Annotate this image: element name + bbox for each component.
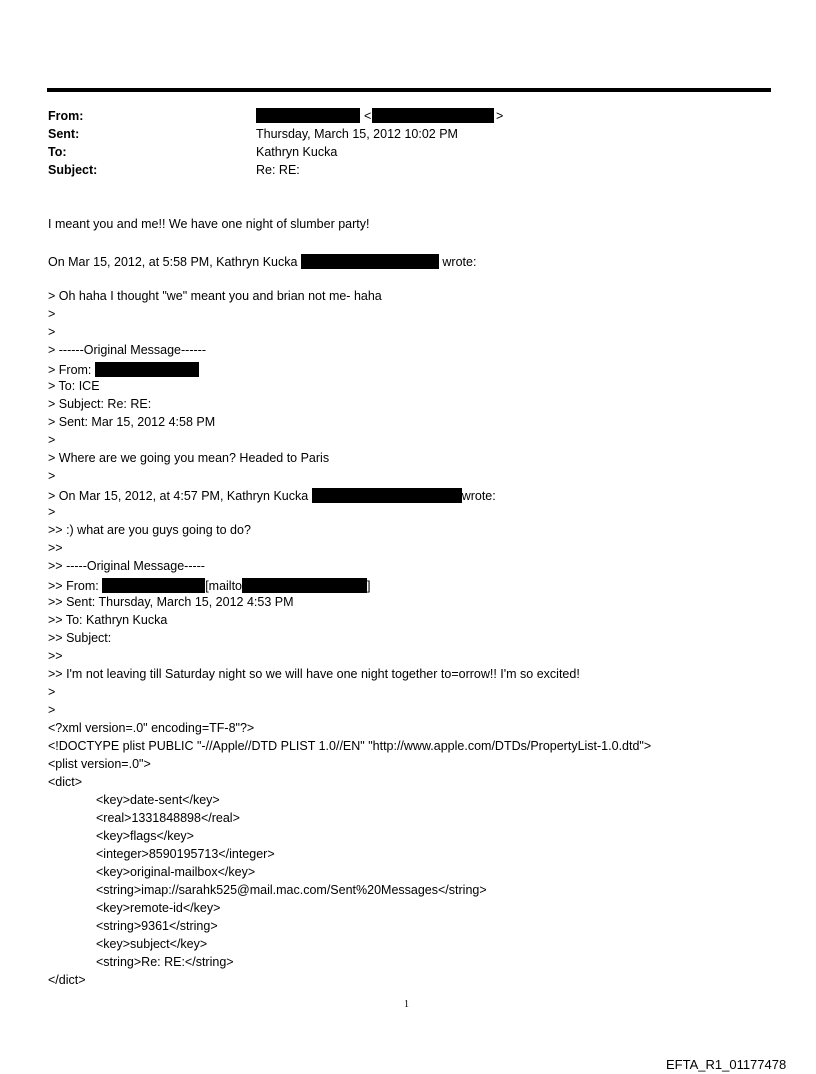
quoted-line: > Where are we going you mean? Headed to Paris [48, 451, 330, 465]
quoted-line: >> Subject: [48, 631, 112, 645]
plist-line: <!DOCTYPE plist PUBLIC "-//Apple//DTD PLIST 1.0//EN" "http://www.apple.com/DTDs/PropertyList-1.0.dtd"> [48, 739, 652, 753]
plist-line: <key>date-sent</key> [96, 793, 220, 807]
plist-line: <integer>8590195713</integer> [96, 847, 275, 861]
quoted-from-label-2: >> From: [48, 579, 103, 593]
quoted-on-prefix: > On Mar 15, 2012, at 4:57 PM, Kathryn Kucka [48, 489, 312, 503]
quoted-line: >> [48, 541, 63, 555]
quoted-line: > [48, 433, 56, 447]
redaction-kucka-email-1 [301, 254, 439, 269]
subject-label: Subject: [48, 163, 98, 177]
plist-line: <key>remote-id</key> [96, 901, 221, 915]
redaction-from-name [256, 108, 360, 123]
redaction-kucka-email-2 [312, 488, 462, 503]
redaction-quoted-from [95, 362, 199, 377]
quoted-line: > Subject: Re: RE: [48, 397, 152, 411]
quoted-line: >> [48, 649, 63, 663]
plist-line: <key>subject</key> [96, 937, 208, 951]
plist-line: <plist version=.0"> [48, 757, 151, 771]
body-line-2 [48, 251, 476, 271]
sent-label: Sent: [48, 127, 80, 141]
quoted-line: > [48, 469, 56, 483]
from-gt: > [496, 109, 504, 123]
to-label: To: [48, 145, 67, 159]
page-number: 1 [404, 999, 409, 1010]
quoted-line: > [48, 325, 56, 339]
redaction-quoted-from-2 [102, 578, 205, 593]
to-value: Kathryn Kucka [256, 145, 338, 159]
header-rule [47, 88, 771, 92]
quoted-line: >> :) what are you guys going to do? [48, 523, 251, 537]
plist-line: <string>imap://sarahk525@mail.mac.com/Sent%20Messages</string> [96, 883, 487, 897]
quoted-line: > To: ICE [48, 379, 100, 393]
quoted-line: >> -----Original Message----- [48, 559, 205, 573]
quoted-mailto-end: ] [367, 579, 371, 593]
redaction-from-email [372, 108, 494, 123]
plist-line: <key>original-mailbox</key> [96, 865, 256, 879]
quoted-line: > [48, 505, 56, 519]
from-lt: < [364, 109, 372, 123]
quoted-line: >> Sent: Thursday, March 15, 2012 4:53 PM [48, 595, 294, 609]
from-label: From: [48, 109, 84, 123]
quoted-line: > [48, 307, 56, 321]
quoted-line: >> To: Kathryn Kucka [48, 613, 168, 627]
quoted-line: > Oh haha I thought "we" meant you and brian not me- haha [48, 289, 382, 303]
subject-value: Re: RE: [256, 163, 300, 177]
body-line-1: I meant you and me!! We have one night of slumber party! [48, 217, 370, 231]
quoted-line [48, 359, 199, 379]
quoted-line [48, 485, 496, 505]
quoted-line: > [48, 685, 56, 699]
quoted-mailto: [mailto [205, 579, 243, 593]
quoted-from-label: > From: [48, 363, 95, 377]
sent-value: Thursday, March 15, 2012 10:02 PM [256, 127, 458, 141]
plist-line: <key>flags</key> [96, 829, 194, 843]
quoted-line [48, 575, 371, 595]
quoted-line: > ------Original Message------ [48, 343, 206, 357]
bates-number: EFTA_R1_01177478 [666, 1057, 787, 1072]
quoted-line: > [48, 703, 56, 717]
quoted-line: >> I'm not leaving till Saturday night so we will have one night together to=orrow!! I'm so excited! [48, 667, 580, 681]
plist-line: <dict> [48, 775, 83, 789]
body-line-2-post: wrote: [438, 255, 477, 269]
body-line-2-pre: On Mar 15, 2012, at 5:58 PM, Kathryn Kucka [48, 255, 301, 269]
plist-line: <string>Re: RE:</string> [96, 955, 234, 969]
quoted-line: > Sent: Mar 15, 2012 4:58 PM [48, 415, 216, 429]
redaction-mailto-address [242, 578, 367, 593]
plist-line: <real>1331848898</real> [96, 811, 240, 825]
plist-line: </dict> [48, 973, 86, 987]
plist-line: <?xml version=.0" encoding=TF-8"?> [48, 721, 255, 735]
plist-line: <string>9361</string> [96, 919, 218, 933]
quoted-wrote: wrote: [461, 489, 496, 503]
